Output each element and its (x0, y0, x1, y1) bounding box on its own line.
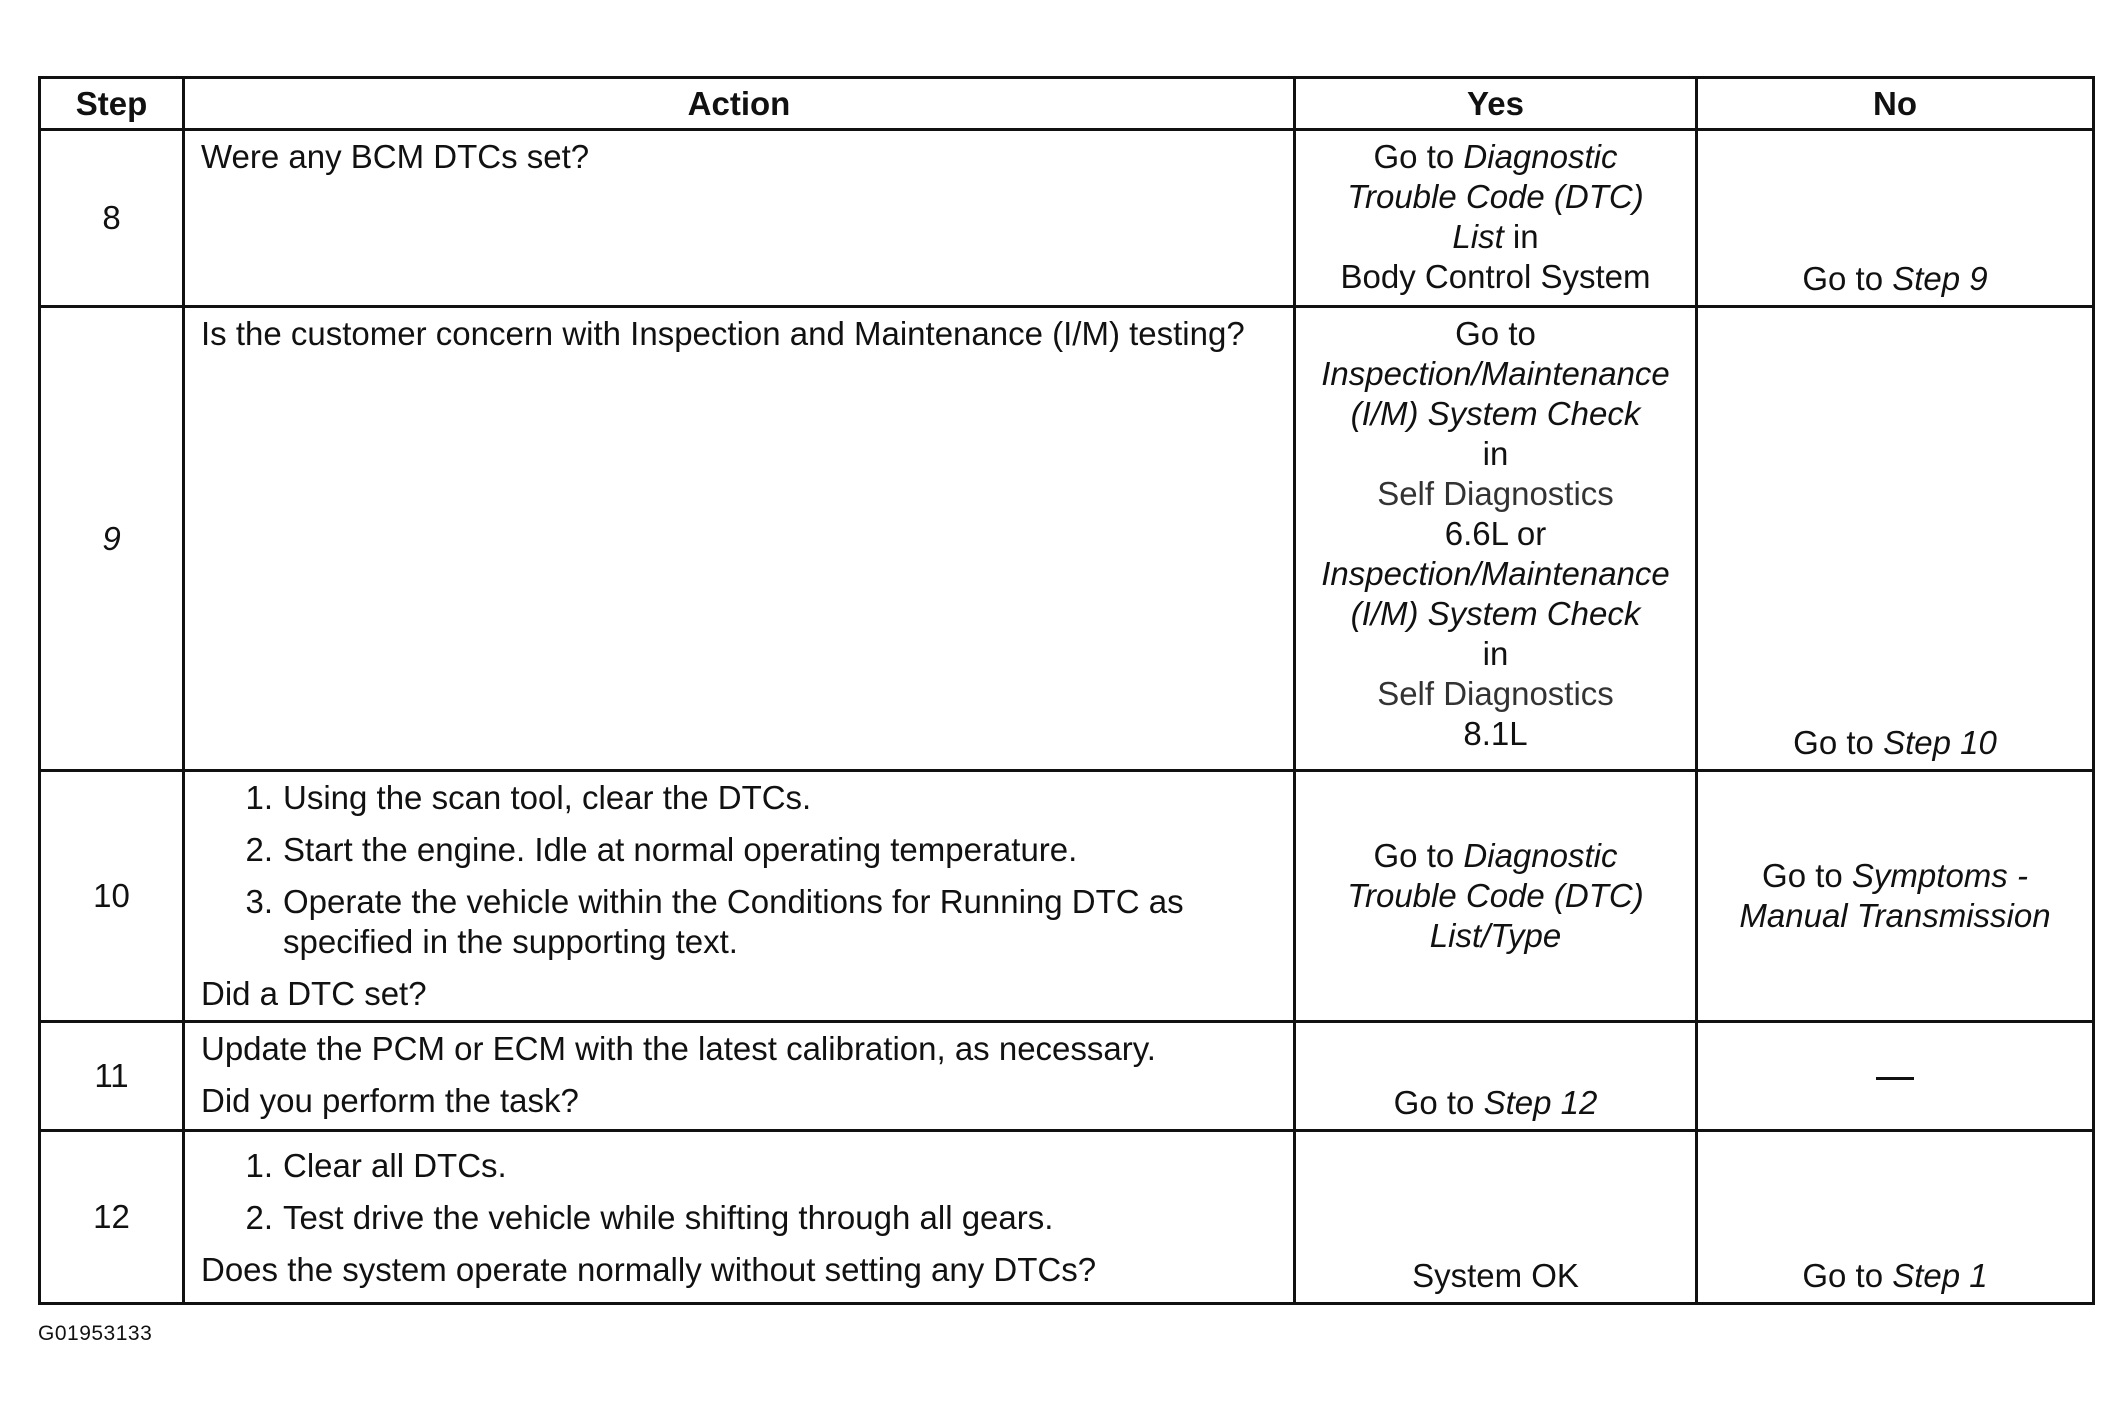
yes-line (1300, 217, 1691, 257)
yes-cell (1295, 1022, 1697, 1131)
yes-link-text: Inspection/Maintenance (1321, 555, 1670, 592)
action-question: Were any BCM DTCs set? (201, 138, 590, 175)
table-row-step-12 (40, 1131, 2094, 1304)
table-row-step-9 (40, 307, 2094, 771)
action-list (201, 778, 1279, 962)
no-link-text: Symptoms - (1851, 857, 2028, 894)
yes-text: Go to (1393, 1084, 1484, 1121)
yes-system-text: Self Diagnostics (1377, 675, 1614, 712)
yes-link-text: Trouble Code (DTC) (1347, 877, 1644, 914)
action-instruction: Update the PCM or ECM with the latest calibration, as necessary. (201, 1030, 1156, 1067)
list-item-number: 2. (245, 1199, 273, 1236)
action-cell (184, 130, 1295, 307)
yes-cell (1295, 130, 1697, 307)
table-row-step-11 (40, 1022, 2094, 1131)
yes-link-text: List/Type (1429, 917, 1562, 954)
yes-link-text: Diagnostic (1463, 837, 1618, 874)
no-link-text: Manual Transmission (1739, 897, 2051, 934)
yes-link-text: Diagnostic (1463, 138, 1618, 175)
no-link-text: Step 10 (1883, 724, 1997, 761)
list-item-text: Operate the vehicle within the Conditions for Running DTC as specified in the supporting text. (283, 883, 1184, 960)
yes-text: Go to (1455, 315, 1536, 352)
yes-cell (1295, 771, 1697, 1022)
list-item-text: Test drive the vehicle while shifting through all gears. (283, 1199, 1054, 1236)
list-item (201, 882, 1279, 962)
header-action: Action (184, 78, 1295, 130)
action-cell (184, 1022, 1295, 1131)
list-item-number: 1. (245, 779, 273, 816)
action-question: Is the customer concern with Inspection and Maintenance (I/M) testing? (201, 315, 1245, 352)
yes-line (1300, 137, 1691, 177)
no-text: Go to (1802, 260, 1893, 297)
list-item-number: 2. (245, 831, 273, 868)
list-item (201, 830, 1279, 870)
no-cell (1697, 307, 2094, 771)
header-no: No (1697, 78, 2094, 130)
figure-id: G01953133 (38, 1322, 153, 1345)
no-cell (1697, 130, 2094, 307)
yes-line (1300, 836, 1691, 876)
step-number: 8 (40, 130, 184, 307)
yes-cell (1295, 1131, 1697, 1304)
yes-link-text: Step 12 (1483, 1084, 1598, 1121)
list-item-text: Start the engine. Idle at normal operating temperature. (283, 831, 1078, 868)
no-text: Go to (1802, 1257, 1893, 1294)
list-item-number: 1. (245, 1147, 273, 1184)
no-line (1702, 856, 2088, 896)
yes-system-text: Body Control System (1340, 258, 1651, 295)
yes-link-text: Trouble Code (DTC) (1347, 178, 1644, 215)
yes-text: 6.6L or (1444, 515, 1547, 552)
yes-link-text: (I/M) System Check (1350, 395, 1641, 432)
list-item (201, 778, 1279, 818)
yes-text: System OK (1412, 1257, 1579, 1294)
action-question: Did a DTC set? (201, 975, 427, 1012)
yes-link-text: Inspection/Maintenance (1321, 355, 1670, 392)
step-number: 9 (40, 307, 184, 771)
action-cell (184, 1131, 1295, 1304)
yes-text: in (1503, 218, 1539, 255)
no-cell (1697, 1022, 2094, 1131)
list-item-text: Using the scan tool, clear the DTCs. (283, 779, 812, 816)
no-text: Go to (1793, 724, 1884, 761)
step-number: 10 (40, 771, 184, 1022)
step-number: 11 (40, 1022, 184, 1131)
list-item-number: 3. (245, 883, 273, 920)
no-cell (1697, 1131, 2094, 1304)
action-question: Does the system operate normally without setting any DTCs? (201, 1251, 1097, 1288)
yes-text: Go to (1373, 138, 1464, 175)
yes-text: Go to (1373, 837, 1464, 874)
no-text: Go to (1762, 857, 1852, 894)
table-row-step-8 (40, 130, 2094, 307)
yes-text: 8.1L (1463, 715, 1528, 752)
diagnostic-table (38, 76, 2095, 1305)
action-cell (184, 771, 1295, 1022)
action-cell (184, 307, 1295, 771)
yes-cell (1295, 307, 1697, 771)
action-question: Did you perform the task? (201, 1082, 579, 1119)
table-row-step-10 (40, 771, 2094, 1022)
no-cell (1697, 771, 2094, 1022)
list-item (201, 1146, 1279, 1186)
no-link-text: Step 1 (1892, 1257, 1988, 1294)
yes-link-text: (I/M) System Check (1350, 595, 1641, 632)
yes-text: in (1482, 435, 1509, 472)
list-item-text: Clear all DTCs. (283, 1147, 507, 1184)
step-number: 12 (40, 1131, 184, 1304)
action-list (201, 1146, 1279, 1238)
list-item (201, 1198, 1279, 1238)
header-yes: Yes (1295, 78, 1697, 130)
yes-text: in (1482, 635, 1509, 672)
no-dash (1876, 1077, 1914, 1080)
no-link-text: Step 9 (1892, 260, 1988, 297)
header-row (40, 78, 2094, 130)
yes-link-text: List (1452, 218, 1504, 255)
header-step: Step (40, 78, 184, 130)
yes-system-text: Self Diagnostics (1377, 475, 1614, 512)
